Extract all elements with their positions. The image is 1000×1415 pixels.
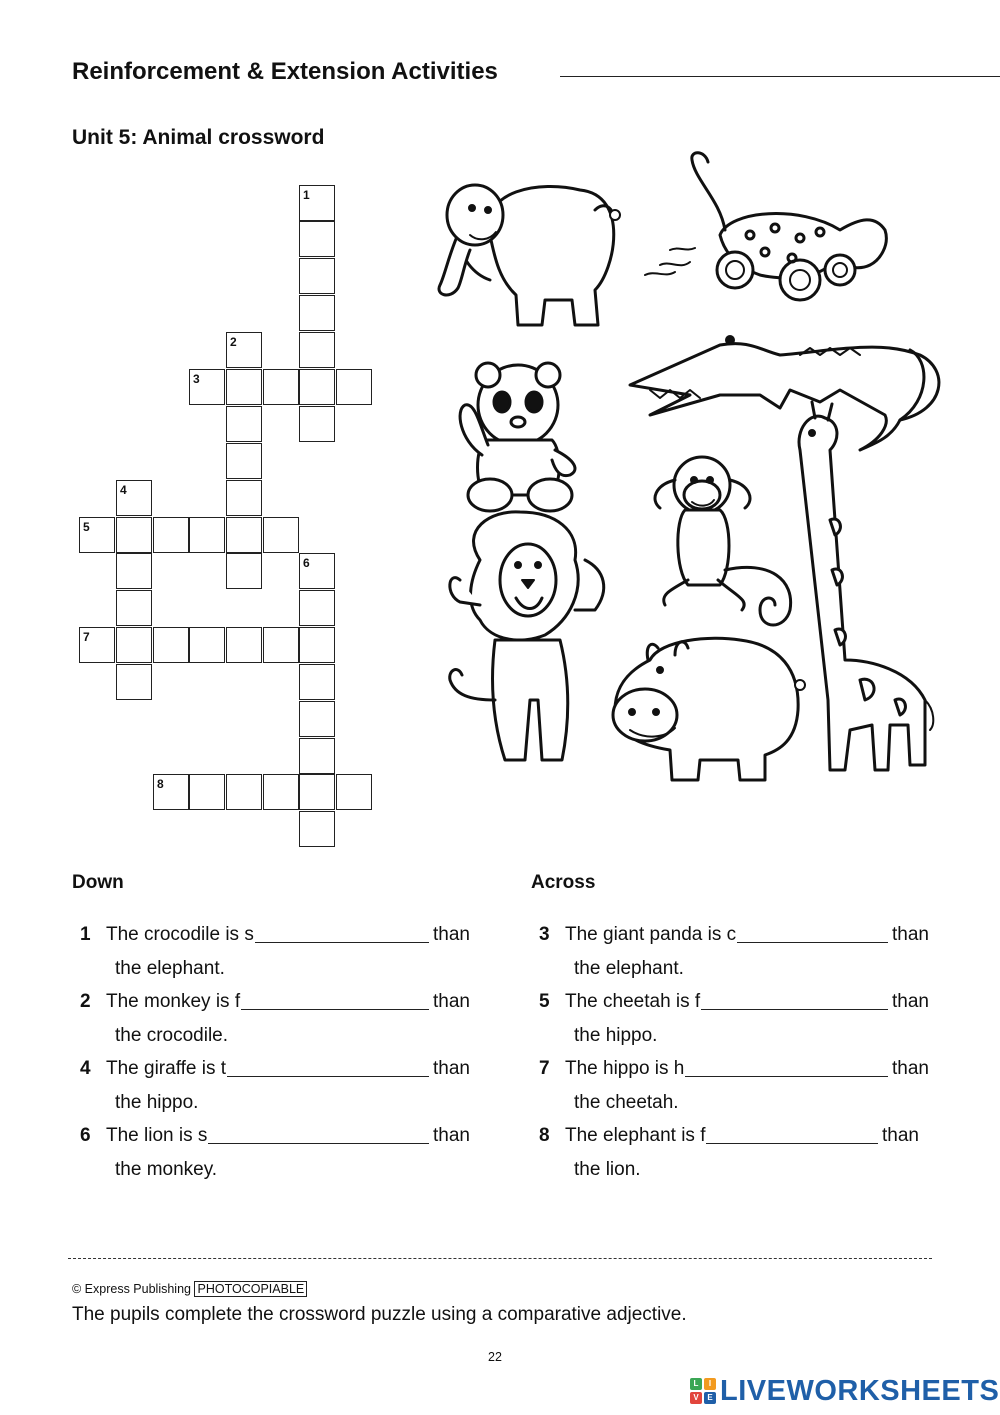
crossword-cell[interactable] <box>226 369 262 405</box>
clue-text: than <box>433 1125 470 1146</box>
crossword-cell[interactable] <box>299 332 335 368</box>
crossword-cell[interactable] <box>116 553 152 589</box>
clue-number: 3 <box>539 924 550 945</box>
clue-number: 2 <box>80 991 91 1012</box>
clue-number: 8 <box>157 777 164 791</box>
logo-mark-letter: L <box>690 1378 702 1390</box>
crocodile-icon <box>630 336 939 450</box>
crossword-cell[interactable] <box>299 185 335 221</box>
clue-text: The giraffe is t <box>106 1058 227 1079</box>
crossword-cell[interactable] <box>189 369 225 405</box>
crossword-cell[interactable] <box>79 517 115 553</box>
crossword-cell[interactable] <box>263 517 299 553</box>
answer-blank[interactable] <box>208 1119 429 1144</box>
clue-text: than <box>433 1058 470 1079</box>
clue-number: 4 <box>120 483 127 497</box>
clue-text: the cheetah. <box>574 1091 679 1113</box>
clue-text: the elephant. <box>115 957 225 979</box>
clue-number: 1 <box>303 188 310 202</box>
copyright-text: © Express Publishing <box>72 1282 191 1296</box>
clue-across-5 <box>539 985 929 1052</box>
clue-down-4 <box>80 1052 470 1119</box>
crossword-cell[interactable] <box>299 406 335 442</box>
clue-number: 3 <box>193 372 200 386</box>
panda-icon <box>460 363 575 511</box>
clue-text: the hippo. <box>574 1024 658 1046</box>
crossword-cell[interactable] <box>299 553 335 589</box>
clue-text: than <box>433 924 470 945</box>
crossword-cell[interactable] <box>299 369 335 405</box>
crossword-cell[interactable] <box>226 406 262 442</box>
clue-down-1 <box>80 918 470 985</box>
clue-text: The monkey is f <box>106 991 241 1012</box>
lion-icon <box>450 512 604 760</box>
clue-text: than <box>892 924 929 945</box>
copyright <box>72 1282 307 1296</box>
crossword-cell[interactable] <box>226 627 262 663</box>
clue-text: The giant panda is c <box>565 924 737 945</box>
animal-illustrations <box>420 140 1000 790</box>
footer-divider <box>68 1258 932 1259</box>
clue-text: the monkey. <box>115 1158 218 1180</box>
monkey-icon <box>655 457 791 625</box>
crossword-cell[interactable] <box>189 627 225 663</box>
clue-text: than <box>882 1125 919 1146</box>
clue-across-7 <box>539 1052 929 1119</box>
crossword-cell[interactable] <box>299 221 335 257</box>
clue-number: 6 <box>80 1125 91 1146</box>
clue-number: 5 <box>539 991 550 1012</box>
crossword-cell[interactable] <box>116 517 152 553</box>
clue-text: The hippo is h <box>565 1058 685 1079</box>
crossword-cell[interactable] <box>189 774 225 810</box>
page-number: 22 <box>488 1350 502 1364</box>
clue-text: the crocodile. <box>115 1024 229 1046</box>
giraffe-icon <box>799 402 933 770</box>
crossword-cell[interactable] <box>226 443 262 479</box>
answer-blank[interactable] <box>241 985 429 1010</box>
crossword-cell[interactable] <box>79 627 115 663</box>
clue-number: 2 <box>230 335 237 349</box>
logo-text: LIVEWORKSHEETS <box>720 1374 1000 1407</box>
across-heading: Across <box>531 872 596 893</box>
clue-text: than <box>892 991 929 1012</box>
crossword-cell[interactable] <box>299 811 335 847</box>
crossword-cell[interactable] <box>299 590 335 626</box>
unit-title: Unit 5: Animal crossword <box>72 126 325 149</box>
crossword-cell[interactable] <box>153 627 189 663</box>
crossword-cell[interactable] <box>263 627 299 663</box>
clue-text: the lion. <box>574 1158 641 1180</box>
crossword-cell[interactable] <box>336 774 372 810</box>
clue-number: 8 <box>539 1125 550 1146</box>
crossword-cell[interactable] <box>116 664 152 700</box>
answer-blank[interactable] <box>685 1052 888 1077</box>
clue-number: 6 <box>303 556 310 570</box>
crossword-cell[interactable] <box>299 627 335 663</box>
clue-number: 4 <box>80 1058 91 1079</box>
crossword-cell[interactable] <box>299 295 335 331</box>
clue-across-8 <box>539 1119 919 1186</box>
crossword-cell[interactable] <box>153 774 189 810</box>
crossword-cell[interactable] <box>299 738 335 774</box>
clue-number: 5 <box>83 520 90 534</box>
crossword-cell[interactable] <box>226 553 262 589</box>
crossword-cell[interactable] <box>299 258 335 294</box>
down-heading: Down <box>72 872 124 893</box>
photocopiable-badge: PHOTOCOPIABLE <box>194 1281 307 1297</box>
clue-number: 1 <box>80 924 91 945</box>
crossword-cell[interactable] <box>116 590 152 626</box>
clue-text: than <box>433 991 470 1012</box>
logo-mark-icon <box>690 1378 716 1404</box>
answer-blank[interactable] <box>737 918 888 943</box>
crossword-cell[interactable] <box>116 480 152 516</box>
clue-text: The elephant is f <box>565 1125 706 1146</box>
clue-text: The lion is s <box>106 1125 208 1146</box>
crossword-cell[interactable] <box>263 774 299 810</box>
clue-text: than <box>892 1058 929 1079</box>
crossword-cell[interactable] <box>153 517 189 553</box>
crossword-cell[interactable] <box>263 369 299 405</box>
answer-blank[interactable] <box>255 918 429 943</box>
logo-mark-letter: E <box>704 1392 716 1404</box>
logo-mark-letter: I <box>704 1378 716 1390</box>
clue-number: 7 <box>539 1058 550 1079</box>
cheetah-icon <box>645 153 886 300</box>
answer-blank[interactable] <box>701 985 888 1010</box>
logo-mark-letter: V <box>690 1392 702 1404</box>
crossword-cell[interactable] <box>226 480 262 516</box>
clue-text: The crocodile is s <box>106 924 254 945</box>
teacher-note: The pupils complete the crossword puzzle using a comparative adjective. <box>72 1304 687 1325</box>
clue-text: The cheetah is f <box>565 991 701 1012</box>
clue-text: the elephant. <box>574 957 684 979</box>
hippo-icon <box>613 638 805 780</box>
clue-text: the hippo. <box>115 1091 199 1113</box>
crossword-cell[interactable] <box>299 774 335 810</box>
crossword-cell[interactable] <box>226 774 262 810</box>
crossword-cell[interactable] <box>299 701 335 737</box>
crossword-cell[interactable] <box>226 517 262 553</box>
clue-down-2 <box>80 985 470 1052</box>
clue-number: 7 <box>83 630 90 644</box>
answer-blank[interactable] <box>706 1119 878 1144</box>
crossword-cell[interactable] <box>189 517 225 553</box>
crossword-cell[interactable] <box>116 627 152 663</box>
crossword-cell[interactable] <box>299 664 335 700</box>
answer-blank[interactable] <box>227 1052 429 1077</box>
page-title: Reinforcement & Extension Activities <box>72 58 498 85</box>
liveworksheets-logo[interactable] <box>690 1374 999 1408</box>
crossword-cell[interactable] <box>336 369 372 405</box>
header-rule <box>560 76 1000 77</box>
clue-across-3 <box>539 918 929 985</box>
clue-down-6 <box>80 1119 470 1186</box>
crossword-cell[interactable] <box>226 332 262 368</box>
elephant-icon <box>439 185 620 325</box>
